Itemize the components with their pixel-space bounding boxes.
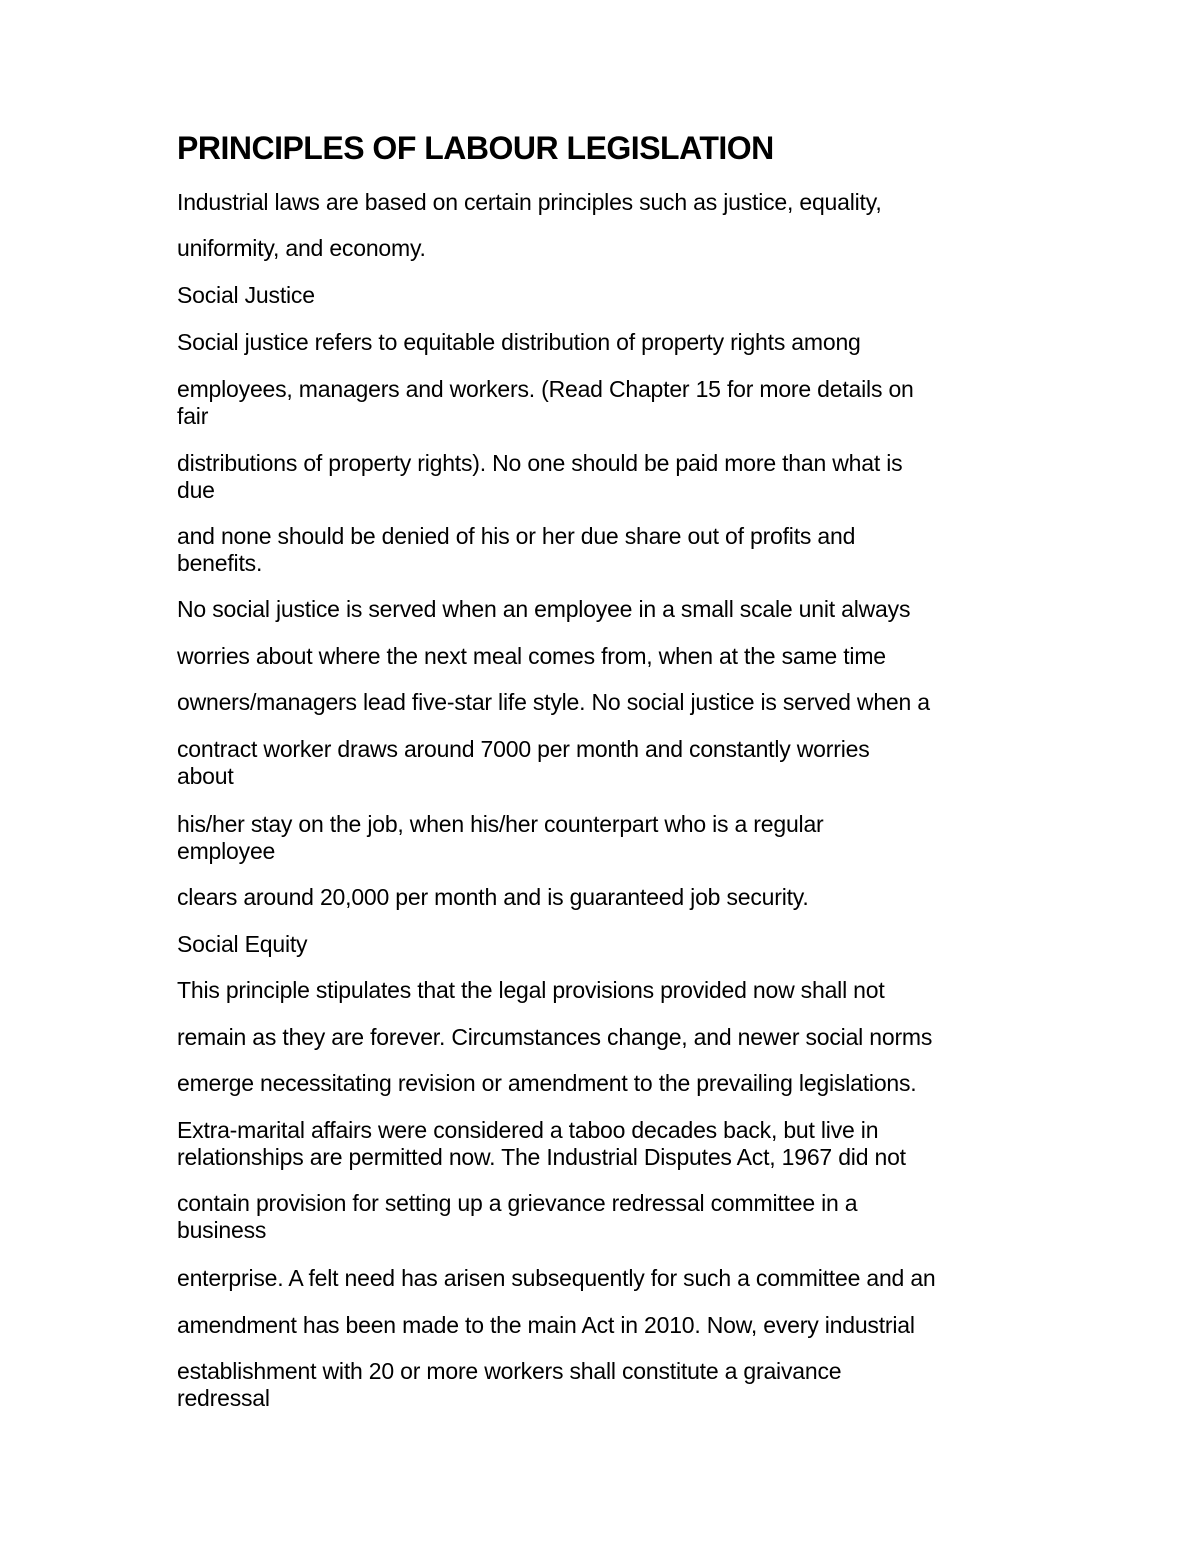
text-line: distributions of property rights). No one should be paid more than what is: [177, 450, 903, 476]
paragraph-21: [177, 1312, 915, 1339]
paragraph-4: [177, 329, 861, 356]
paragraph-20: [177, 1265, 936, 1292]
text-line: Extra-marital affairs were considered a taboo decades back, but live in: [177, 1117, 879, 1143]
text-line: clears around 20,000 per month and is guaranteed job security.: [177, 884, 809, 910]
text-line: his/her stay on the job, when his/her counterpart who is a regular: [177, 811, 824, 837]
text-line: Social justice refers to equitable distribution of property rights among: [177, 329, 861, 355]
paragraph-2: [177, 235, 426, 262]
text-line: relationships are permitted now. The Industrial Disputes Act, 1967 did not: [177, 1144, 906, 1170]
text-line: enterprise. A felt need has arisen subsequently for such a committee and an: [177, 1265, 936, 1291]
paragraph-9: [177, 643, 886, 670]
paragraph-16: [177, 1024, 932, 1051]
text-line: about: [177, 763, 234, 789]
paragraph-12: [177, 811, 824, 865]
paragraph-22: [177, 1358, 841, 1412]
text-line: contain provision for setting up a grievance redressal committee in a: [177, 1190, 858, 1216]
text-line: Social Justice: [177, 282, 315, 308]
section-heading-social-justice: [177, 282, 315, 309]
text-line: worries about where the next meal comes from, when at the same time: [177, 643, 886, 669]
paragraph-19: [177, 1190, 857, 1244]
text-line: Social Equity: [177, 931, 308, 957]
text-line: owners/managers lead five-star life style. No social justice is served when a: [177, 689, 930, 715]
paragraph-13: [177, 884, 809, 911]
text-line: Industrial laws are based on certain principles such as justice, equality,: [177, 189, 882, 215]
paragraph-1: [177, 189, 882, 216]
section-heading-social-equity: [177, 931, 307, 958]
paragraph-8: [177, 596, 910, 623]
text-line: No social justice is served when an employee in a small scale unit always: [177, 596, 911, 622]
paragraph-18: [177, 1117, 906, 1171]
paragraph-11: [177, 736, 870, 790]
paragraph-7: [177, 523, 855, 577]
text-line: due: [177, 477, 215, 503]
text-line: This principle stipulates that the legal provisions provided now shall not: [177, 977, 885, 1003]
paragraph-15: [177, 977, 885, 1004]
text-line: emerge necessitating revision or amendment to the prevailing legislations.: [177, 1070, 917, 1096]
paragraph-5: [177, 376, 914, 430]
text-line: amendment has been made to the main Act in 2010. Now, every industrial: [177, 1312, 915, 1338]
paragraph-17: [177, 1070, 917, 1097]
text-line: contract worker draws around 7000 per month and constantly worries: [177, 736, 870, 762]
text-line: uniformity, and economy.: [177, 235, 426, 261]
text-line: employee: [177, 838, 276, 864]
text-line: fair: [177, 403, 209, 429]
text-line: benefits.: [177, 550, 263, 576]
document-title: PRINCIPLES OF LABOUR LEGISLATION: [177, 130, 774, 166]
paragraph-10: [177, 689, 930, 716]
paragraph-6: [177, 450, 902, 504]
text-line: business: [177, 1217, 267, 1243]
text-line: employees, managers and workers. (Read Chapter 15 for more details on: [177, 376, 914, 402]
text-line: and none should be denied of his or her due share out of profits and: [177, 523, 856, 549]
text-line: redressal: [177, 1385, 270, 1411]
text-line: establishment with 20 or more workers shall constitute a graivance: [177, 1358, 842, 1384]
text-line: remain as they are forever. Circumstances change, and newer social norms: [177, 1024, 933, 1050]
